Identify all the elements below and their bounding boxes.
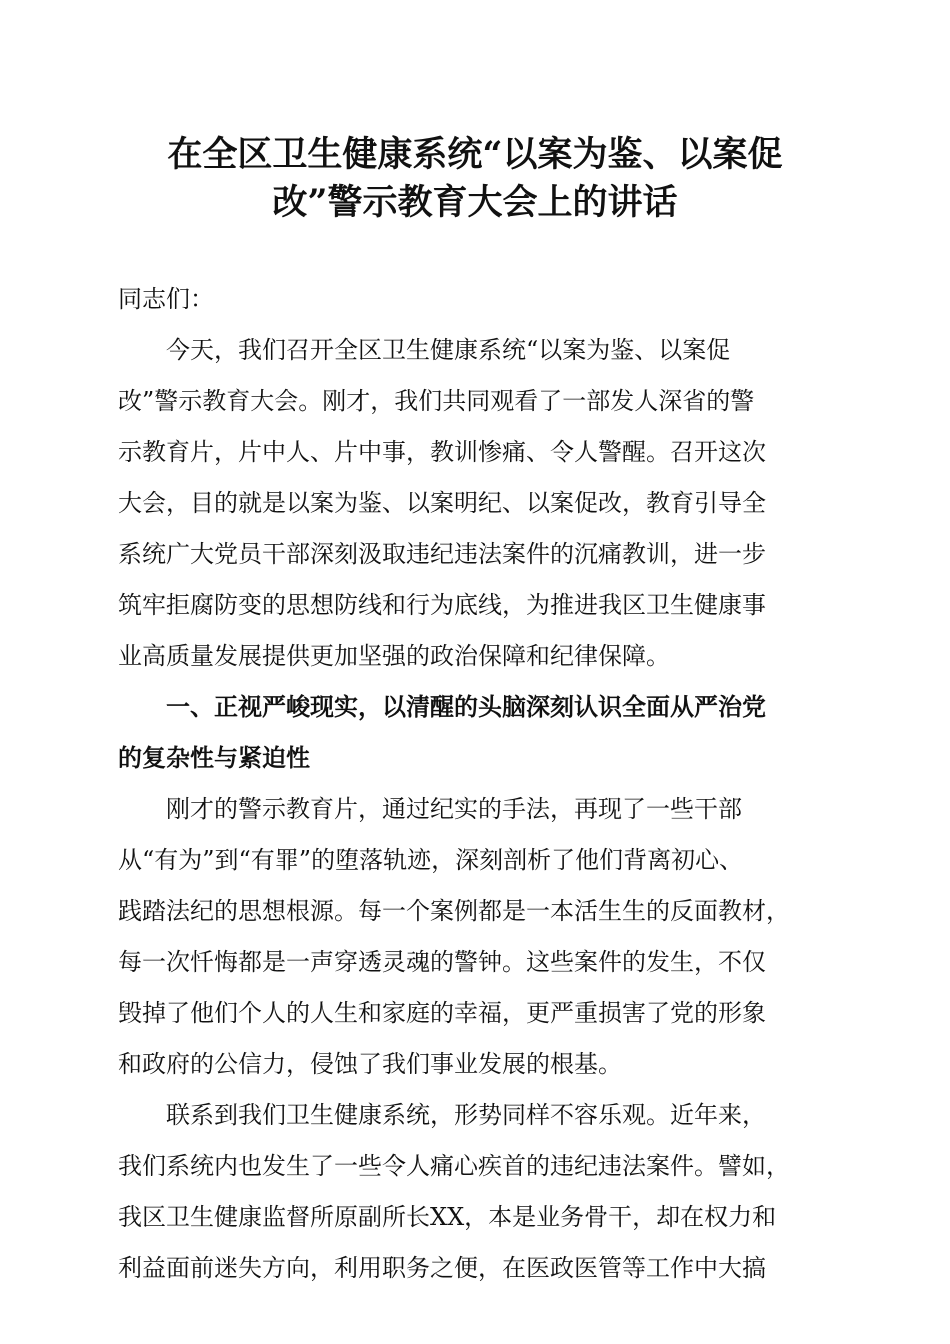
text-line: 大会，目的就是以案为鉴、以案明纪、以案促改，教育引导全 bbox=[118, 489, 766, 517]
text-line: 系统广大党员干部深刻汲取违纪违法案件的沉痛教训，进一步 bbox=[118, 540, 766, 568]
text-line: 利益面前迷失方向，利用职务之便，在医政医管等工作中大搞 bbox=[118, 1254, 766, 1282]
text-line: 我区卫生健康监督所原副所长XX，本是业务骨干，却在权力和 bbox=[118, 1203, 777, 1231]
heading-line: 的复杂性与紧迫性 bbox=[118, 744, 310, 772]
text-line: 我们系统内也发生了一些令人痛心疾首的违纪违法案件。譬如， bbox=[118, 1152, 790, 1180]
text-line: 刚才的警示教育片，通过纪实的手法，再现了一些干部 bbox=[166, 795, 742, 823]
text-line: 和政府的公信力，侵蚀了我们事业发展的根基。 bbox=[118, 1050, 622, 1078]
text-line: 示教育片，片中人、片中事，教训惨痛、令人警醒。召开这次 bbox=[118, 438, 766, 466]
salutation: 同志们： bbox=[118, 285, 214, 313]
text-line: 改”警示教育大会。刚才，我们共同观看了一部发人深省的警 bbox=[118, 387, 755, 415]
heading-line: 一、正视严峻现实，以清醒的头脑深刻认识全面从严治党 bbox=[166, 693, 766, 721]
document-body bbox=[118, 274, 830, 1294]
text-line: 践踏法纪的思想根源。每一个案例都是一本活生生的反面教材， bbox=[118, 897, 790, 925]
text-line: 每一次忏悔都是一声穿透灵魂的警钟。这些案件的发生，不仅 bbox=[118, 948, 766, 976]
paragraph-opening bbox=[118, 325, 830, 682]
text-line: 毁掉了他们个人的人生和家庭的幸福，更严重损害了党的形象 bbox=[118, 999, 766, 1027]
text-line: 从“有为”到“有罪”的堕落轨迹，深刻剖析了他们背离初心、 bbox=[118, 846, 744, 874]
text-line: 筑牢拒腐防变的思想防线和行为底线，为推进我区卫生健康事 bbox=[118, 591, 766, 619]
paragraph-warning-film bbox=[118, 784, 830, 1090]
document-title bbox=[100, 131, 850, 227]
paragraph-health-system bbox=[118, 1090, 830, 1294]
text-line: 今天，我们召开全区卫生健康系统“以案为鉴、以案促 bbox=[166, 336, 731, 364]
section-heading bbox=[118, 682, 830, 784]
text-line: 业高质量发展提供更加坚强的政治保障和纪律保障。 bbox=[118, 642, 670, 670]
title-line: 改”警示教育大会上的讲话 bbox=[272, 182, 678, 223]
text-line: 联系到我们卫生健康系统，形势同样不容乐观。近年来， bbox=[166, 1101, 766, 1129]
title-line: 在全区卫生健康系统“以案为鉴、以案促 bbox=[167, 134, 783, 175]
